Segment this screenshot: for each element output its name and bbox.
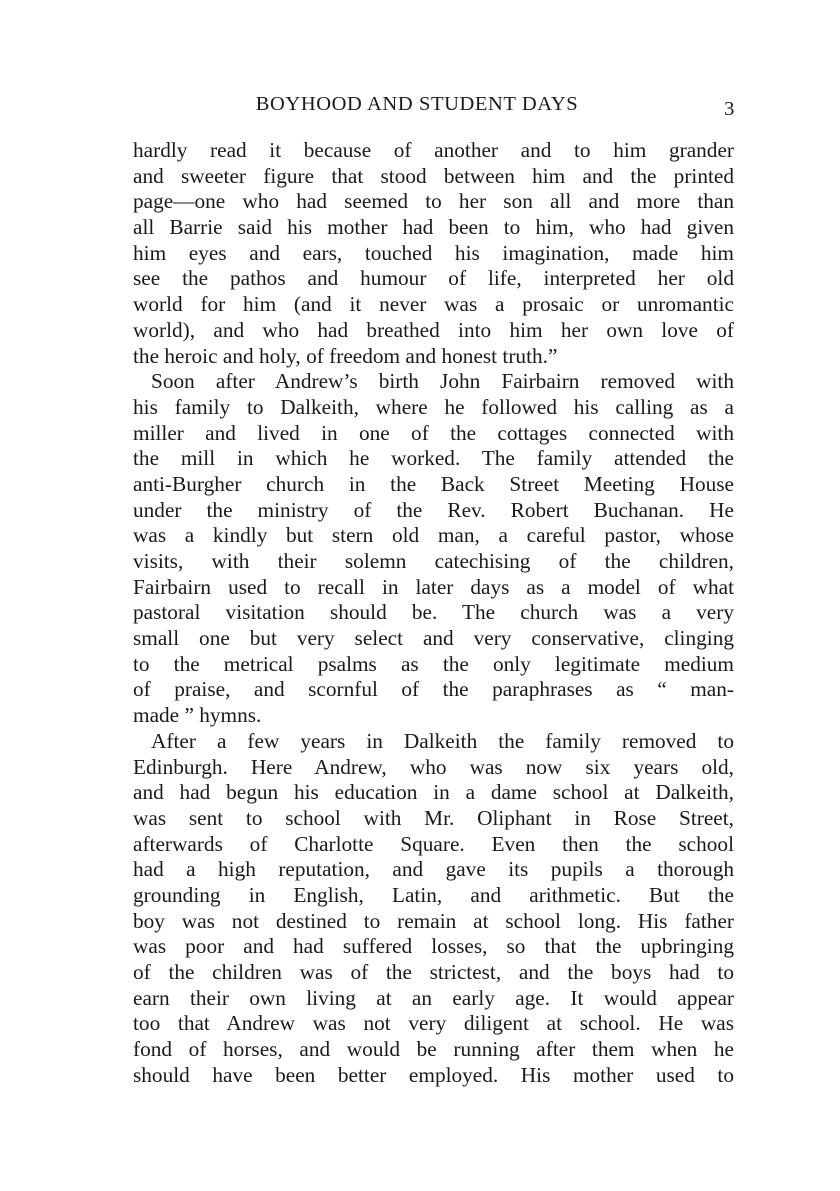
- text-line: of the children was of the strictest, and the boys had to: [133, 960, 734, 984]
- text-line: of praise, and scornful of the paraphrases as “ man-: [133, 677, 734, 702]
- text-line: made ” hymns.: [133, 703, 262, 728]
- page-number: 3: [724, 98, 735, 120]
- text-line: was poor and had suffered losses, so that the upbringing: [133, 934, 734, 959]
- text-line: afterwards of Charlotte Square. Even then the school: [133, 831, 734, 856]
- text-line: the mill in which he worked. The family attended the: [133, 446, 734, 471]
- text-line: pastoral visitation should be. The church was a very: [133, 600, 734, 625]
- text-line: and sweeter figure that stood between him and the printed: [133, 163, 734, 188]
- text-line: fond of horses, and would be running after them when he: [133, 1037, 734, 1062]
- text-line: was a kindly but stern old man, a careful pastor, whose: [133, 523, 734, 548]
- text-line: world for him (and it never was a prosaic or unromantic: [133, 292, 734, 317]
- text-line: After a few years in Dalkeith the family removed to: [151, 728, 734, 753]
- text-line: hardly read it because of another and to him grander: [133, 138, 734, 162]
- text-line: all Barrie said his mother had been to him, who had given: [133, 215, 734, 240]
- text-line: visits, with their solemn catechising of the children,: [133, 549, 734, 573]
- running-header: [133, 93, 735, 123]
- text-line: anti-Burgher church in the Back Street Meeting House: [133, 471, 734, 496]
- text-line: the heroic and holy, of freedom and honest truth.”: [133, 343, 558, 368]
- body-text: [133, 138, 734, 1088]
- text-line: his family to Dalkeith, where he followed his calling as a: [133, 394, 734, 419]
- text-line: Soon after Andrew’s birth John Fairbairn removed with: [151, 369, 734, 394]
- text-line: should have been better employed. His mother used to: [133, 1062, 734, 1087]
- text-line: see the pathos and humour of life, interpreted her old: [133, 266, 734, 291]
- text-line: Fairbairn used to recall in later days as a model of what: [133, 574, 734, 599]
- running-title: BOYHOOD AND STUDENT DAYS: [255, 93, 579, 115]
- text-line: and had begun his education in a dame school at Dalkeith,: [133, 780, 734, 805]
- text-line: small one but very select and very conservative, clinging: [133, 626, 734, 651]
- text-line: had a high reputation, and gave its pupils a thorough: [133, 857, 734, 882]
- text-line: him eyes and ears, touched his imagination, made him: [133, 240, 734, 265]
- text-line: too that Andrew was not very diligent at school. He was: [133, 1011, 734, 1036]
- text-line: world), and who had breathed into him her own love of: [133, 317, 734, 342]
- text-line: grounding in English, Latin, and arithmetic. But the: [133, 882, 734, 907]
- text-line: page—one who had seemed to her son all and more than: [133, 189, 734, 214]
- text-line: miller and lived in one of the cottages connected with: [133, 420, 734, 445]
- text-line: earn their own living at an early age. It would appear: [133, 985, 734, 1010]
- text-line: Edinburgh. Here Andrew, who was now six years old,: [133, 754, 734, 779]
- text-line: was sent to school with Mr. Oliphant in Rose Street,: [133, 805, 734, 830]
- text-line: under the ministry of the Rev. Robert Buchanan. He: [133, 497, 734, 522]
- text-line: boy was not destined to remain at school long. His father: [133, 908, 734, 933]
- text-line: to the metrical psalms as the only legitimate medium: [133, 651, 734, 676]
